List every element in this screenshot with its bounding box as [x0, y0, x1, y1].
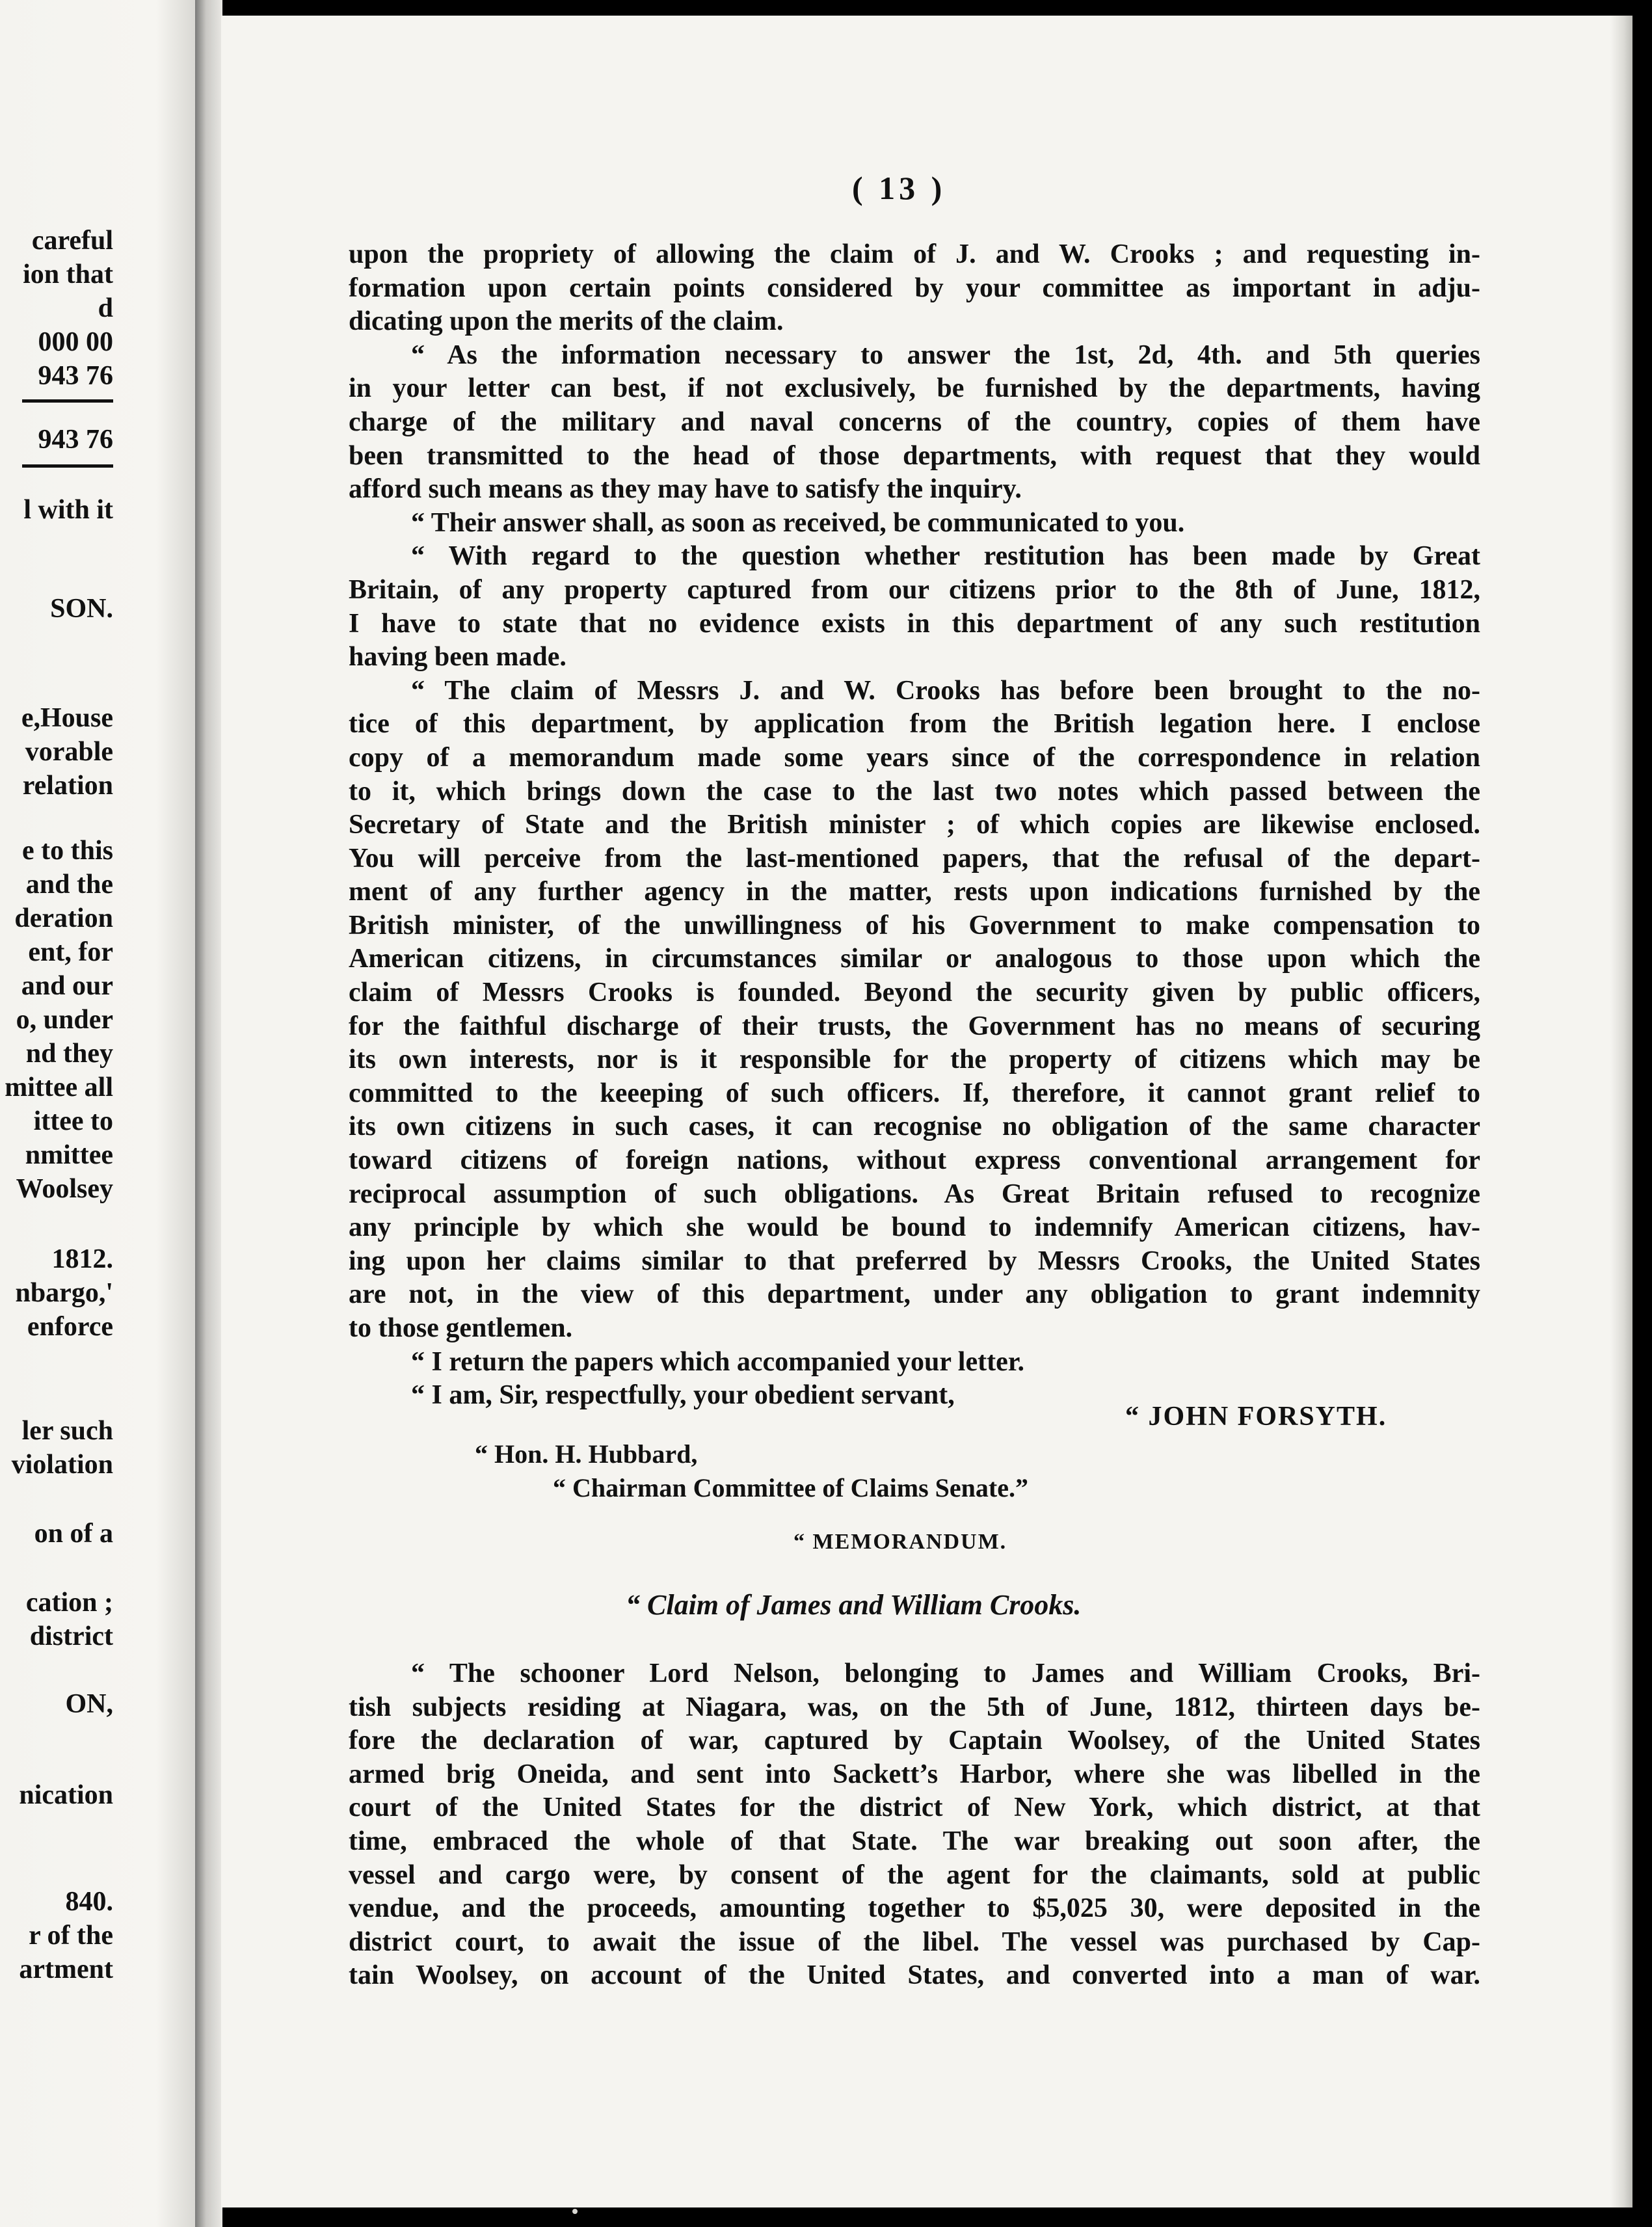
text-line: ment of any further agency in the matter, rests upon indications furnished by the: [349, 877, 1480, 907]
text-line: tain Woolsey, on account of the United States, and converted into a man of war.: [349, 1960, 1480, 1991]
text-line: court of the United States for the district of New York, which district, at that: [349, 1793, 1480, 1823]
facing-page-line: deration: [14, 903, 113, 933]
text-line: Secretary of State and the British minister ; of which copies are likewise enclosed.: [349, 810, 1480, 840]
text-line: British minister, of the unwillingness of his Government to make compensation to: [349, 910, 1480, 940]
facing-page-line: and the: [25, 870, 113, 900]
text-line: for the faithful discharge of their trusts, the Government has no means of securing: [349, 1011, 1480, 1041]
addressee-name: “ Hon. H. Hubbard,: [475, 1439, 698, 1469]
text-line: its own citizens in such cases, it can recognise no obligation of the same character: [349, 1112, 1480, 1142]
text-line: ing upon her claims similar to that preferred by Messrs Crooks, the United States: [349, 1246, 1480, 1276]
facing-page-line: nication: [19, 1780, 113, 1810]
text-line: tish subjects residing at Niagara, was, on the 5th of June, 1812, thirteen days be-: [349, 1692, 1480, 1722]
text-line: “ Their answer shall, as soon as received, be communicated to you.: [411, 507, 1185, 538]
text-line: vendue, and the proceeds, amounting together to $5,025 30, were deposited in the: [349, 1893, 1480, 1924]
text-line: copy of a memorandum made some years since of the correspondence in relation: [349, 742, 1480, 773]
facing-page-line: enforce: [27, 1312, 113, 1342]
facing-page-line: 000 00: [38, 327, 113, 357]
facing-page-line: nbargo,': [15, 1278, 113, 1308]
letter-body: [349, 238, 1480, 1413]
memorandum-subheading: “ Claim of James and William Crooks.: [626, 1589, 1082, 1621]
book-gutter: [195, 0, 222, 2227]
text-line: armed brig Oneida, and sent into Sackett’s Harbor, where she was libelled in the: [349, 1759, 1480, 1789]
text-line: formation upon certain points considered by your committee as important in adju-: [349, 273, 1480, 303]
facing-page-line: 840.: [65, 1887, 113, 1917]
text-line: claim of Messrs Crooks is founded. Beyond the security given by public officers,: [349, 978, 1480, 1008]
facing-page-line: e,House: [21, 703, 113, 733]
text-line: Britain, of any property captured from our citizens prior to the 8th of June, 1812,: [349, 574, 1480, 605]
text-line: “ I am, Sir, respectfully, your obedient servant,: [411, 1380, 955, 1411]
memorandum-heading: “ MEMORANDUM.: [793, 1530, 1007, 1554]
text-line: committed to the keeeping of such officers. If, therefore, it cannot grant relief to: [349, 1078, 1480, 1108]
facing-page-line: vorable: [25, 737, 113, 767]
text-line: in your letter can best, if not exclusively, be furnished by the departments, having: [349, 373, 1480, 404]
text-line: vessel and cargo were, by consent of the agent for the claimants, sold at public: [349, 1860, 1480, 1890]
facing-page-line: d: [98, 293, 113, 323]
facing-page-line: SON.: [50, 594, 113, 624]
facing-page-line: and our: [21, 971, 113, 1001]
document-page: [221, 16, 1632, 2207]
text-line: been transmitted to the head of those departments, with request that they would: [349, 440, 1480, 471]
addressee-title: “ Chairman Committee of Claims Senate.”: [553, 1473, 1028, 1502]
text-line: “ The schooner Lord Nelson, belonging to James and William Crooks, Bri-: [411, 1659, 1480, 1688]
text-line: any principle by which she would be bound to indemnify American citizens, hav-: [349, 1212, 1480, 1243]
signature: “ JOHN FORSYTH.: [1125, 1402, 1387, 1432]
text-line: American citizens, in circumstances similar or analogous to those upon which the: [349, 944, 1480, 974]
facing-page-line: relation: [22, 771, 113, 801]
text-line: tice of this department, by application from the British legation here. I enclose: [349, 709, 1480, 740]
text-line: You will perceive from the last-mentioned papers, that the refusal of the depart-: [349, 843, 1480, 873]
text-line: charge of the military and naval concerns of the country, copies of them have: [349, 407, 1480, 437]
page-number: ( 13 ): [852, 170, 946, 206]
scan-mark: [572, 2209, 578, 2214]
text-line: time, embraced the whole of that State. The war breaking out soon after, the: [349, 1826, 1480, 1856]
facing-page-rule: [22, 464, 113, 468]
facing-page-line: Woolsey: [16, 1174, 113, 1204]
text-line: I have to state that no evidence exists in this department of any such restitution: [349, 608, 1480, 639]
text-line: “ As the information necessary to answer the 1st, 2d, 4th. and 5th queries: [411, 340, 1480, 370]
text-line: toward citizens of foreign nations, without express conventional arrangement for: [349, 1145, 1480, 1176]
facing-page-line: cation ;: [25, 1588, 113, 1618]
text-line: “ I return the papers which accompanied your letter.: [411, 1346, 1025, 1377]
text-line: “ The claim of Messrs J. and W. Crooks has before been brought to the no-: [411, 675, 1480, 706]
text-line: district court, to await the issue of the libel. The vessel was purchased by Cap-: [349, 1927, 1480, 1957]
facing-page-line: e to this: [22, 836, 113, 866]
facing-page-line: 1812.: [51, 1244, 113, 1274]
text-line: fore the declaration of war, captured by Captain Woolsey, of the United States: [349, 1726, 1480, 1756]
facing-page-line: ittee to: [33, 1106, 113, 1136]
facing-page-rule: [22, 399, 113, 403]
page-edge-shadow: [1610, 16, 1632, 2207]
text-line: reciprocal assumption of such obligations. As Great Britain refused to recognize: [349, 1179, 1480, 1209]
text-line: dicating upon the merits of the claim.: [349, 306, 784, 337]
facing-page-line: ler such: [21, 1416, 113, 1446]
facing-page-line: ion that: [23, 260, 113, 289]
facing-page-line: ON,: [65, 1689, 113, 1719]
facing-page-line: 943 76: [38, 425, 113, 455]
text-line: are not, in the view of this department, under any obligation to grant indemnity: [349, 1279, 1480, 1310]
facing-page-line: artment: [19, 1954, 113, 1984]
facing-page-line: district: [29, 1621, 113, 1651]
facing-page-line: nmittee: [25, 1140, 113, 1170]
text-line: upon the propriety of allowing the claim of J. and W. Crooks ; and requesting in-: [349, 239, 1480, 269]
memorandum-body: [349, 1657, 1480, 1993]
text-line: its own interests, nor is it responsible for the property of citizens which may be: [349, 1045, 1480, 1075]
facing-page-line: o, under: [16, 1005, 113, 1035]
text-line: to those gentlemen.: [349, 1313, 573, 1343]
facing-page-line: mittee all: [5, 1073, 113, 1102]
facing-page-line: ent, for: [28, 937, 113, 967]
facing-page-line: 943 76: [38, 361, 113, 391]
text-line: to it, which brings down the case to the last two notes which passed between the: [349, 776, 1480, 807]
facing-page-line: on of a: [34, 1519, 113, 1549]
facing-page: [0, 0, 195, 2227]
text-line: “ With regard to the question whether restitution has been made by Great: [411, 541, 1480, 572]
facing-page-line: careful: [31, 226, 113, 256]
text-line: having been made.: [349, 642, 566, 673]
facing-page-line: nd they: [25, 1039, 113, 1069]
facing-page-line: r of the: [29, 1921, 113, 1951]
facing-page-line: l with it: [23, 495, 113, 525]
facing-page-line: violation: [11, 1450, 113, 1480]
text-line: afford such means as they may have to satisfy the inquiry.: [349, 474, 1022, 505]
